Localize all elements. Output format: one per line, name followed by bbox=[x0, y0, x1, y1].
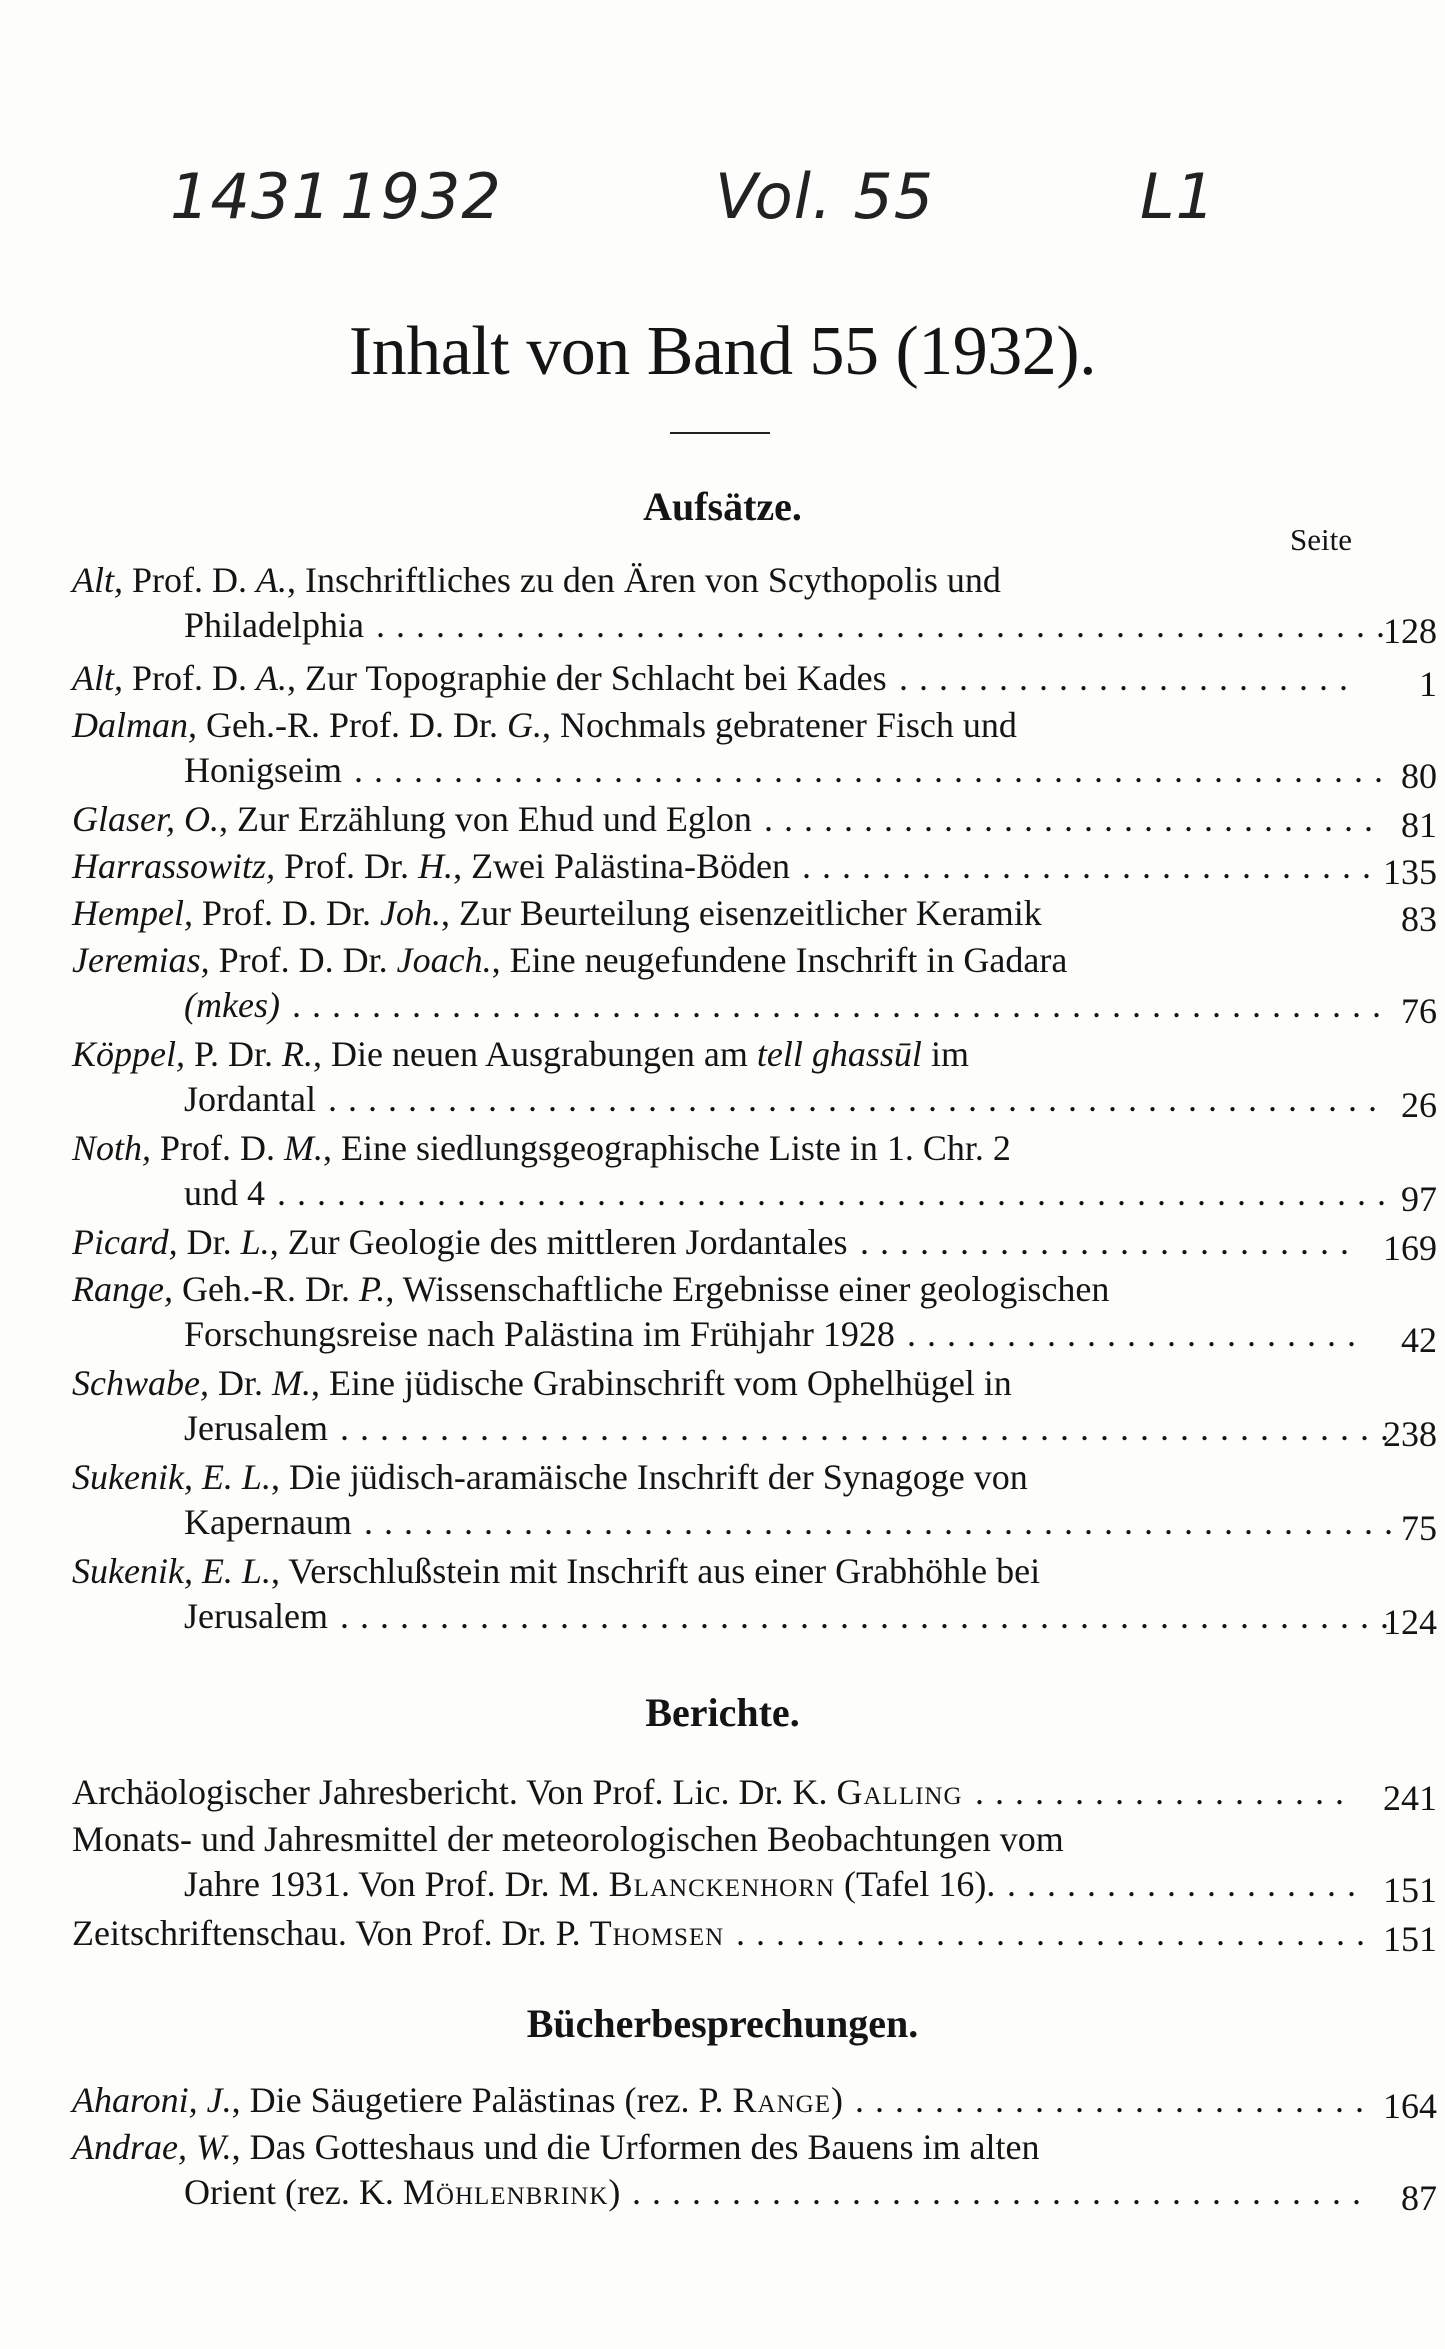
entry-page: 83 bbox=[1401, 899, 1437, 939]
entry-author: Alt, bbox=[72, 658, 123, 698]
entry-title: , Eine neugefundene Inschrift in Gadara bbox=[491, 940, 1068, 980]
entry-page: 241 bbox=[1383, 1778, 1437, 1818]
entry-author: Glaser, bbox=[72, 799, 176, 839]
entry-title: , Die Säugetiere Palästinas (rez. P. bbox=[231, 2080, 733, 2120]
entry-title: , Verschlußstein mit Inschrift aus einer Grabhöhle bei bbox=[270, 1551, 1041, 1591]
toc-entry: Alt, Prof. D. A., Inschriftliches zu den Ären von Scythopolis und Philadelphia ................................................... 128 bbox=[72, 558, 1372, 648]
entry-author: Thomsen bbox=[589, 1913, 725, 1953]
entry-page: 164 bbox=[1383, 2086, 1437, 2126]
toc-entry: Sukenik, E. L., Die jüdisch-aramäische Inschrift der Synagoge von Kapernaum .................................................... 75 bbox=[72, 1455, 1372, 1545]
entry-author: Sukenik, bbox=[72, 1551, 193, 1591]
entry-title: , Inschriftliches zu den Ären von Scythopolis und bbox=[287, 560, 1001, 600]
toc-entry: Archäologischer Jahresbericht. Von Prof. Lic. Dr. K. Galling ................... 241 bbox=[72, 1770, 1372, 1815]
entry-title: , Das Gotteshaus und die Urformen des Bauens im alten bbox=[231, 2127, 1040, 2167]
toc-entry: Glaser, O., Zur Erzählung von Ehud und Eglon ............................... 81 bbox=[72, 797, 1372, 842]
title-divider bbox=[670, 432, 770, 434]
toc-entry: Jeremias, Prof. D. Dr. Joach., Eine neugefundene Inschrift in Gadara (mkes) ....................................................... 76 bbox=[72, 938, 1372, 1028]
entry-author: Jeremias, bbox=[72, 940, 210, 980]
handwritten-volume: Vol. 55 bbox=[715, 160, 935, 233]
entry-title: Monats- und Jahresmittel der meteorologischen Beobachtungen vom bbox=[72, 1819, 1064, 1859]
toc-entry: Noth, Prof. D. M., Eine siedlungsgeographische Liste in 1. Chr. 2 und 4 ........................................................ 97 bbox=[72, 1126, 1372, 1216]
toc-entry: Harrassowitz, Prof. Dr. H., Zwei Palästina-Böden ............................. 135 bbox=[72, 844, 1372, 889]
entry-title: , Zur Geologie des mittleren Jordantales bbox=[269, 1222, 848, 1262]
section-heading-berichte: Berichte. bbox=[645, 1690, 800, 1735]
section-heading-aufsaetze: Aufsätze. bbox=[643, 484, 802, 529]
toc-entry: Zeitschriftenschau. Von Prof. Dr. P. Thomsen ................................ 151 bbox=[72, 1911, 1372, 1956]
entry-title: , Zur Topographie der Schlacht bei Kades bbox=[287, 658, 887, 698]
entry-page: 124 bbox=[1383, 1602, 1437, 1642]
entry-author: Schwabe, bbox=[72, 1363, 209, 1403]
entry-page: 42 bbox=[1401, 1320, 1437, 1360]
toc-entry: Range, Geh.-R. Dr. P., Wissenschaftliche Ergebnisse einer geologischen Forschungsreise nach Palästina im Frühjahr 1928 ....................... 42 bbox=[72, 1267, 1372, 1357]
entry-page: 169 bbox=[1383, 1228, 1437, 1268]
section-heading-buecher: Bücherbesprechungen. bbox=[526, 2001, 919, 2046]
page-title: Inhalt von Band 55 (1932). bbox=[348, 313, 1097, 390]
toc-entry: Monats- und Jahresmittel der meteorologischen Beobachtungen vom Jahre 1931. Von Prof. Dr. M. Blanckenhorn (Tafel 16). .................. 151 bbox=[72, 1817, 1372, 1907]
entry-author: Harrassowitz, bbox=[72, 846, 276, 886]
handwritten-year: 1932 bbox=[340, 160, 502, 233]
entry-title: , Die neuen Ausgrabungen am bbox=[313, 1034, 757, 1074]
entry-author: Picard, bbox=[72, 1222, 178, 1262]
entry-title: Archäologischer Jahresbericht. Von Prof. Lic. Dr. K. bbox=[72, 1772, 837, 1812]
entry-author: Sukenik, bbox=[72, 1457, 193, 1497]
entry-author: Range, bbox=[72, 1269, 173, 1309]
entry-title: , Zur Beurteilung eisenzeitlicher Keramik bbox=[440, 893, 1042, 933]
entry-author: Alt, bbox=[72, 560, 123, 600]
entry-title: , Zur Erzählung von Ehud und Eglon bbox=[219, 799, 752, 839]
handwritten-number: 1431 bbox=[170, 160, 332, 233]
entry-page: 238 bbox=[1383, 1414, 1437, 1454]
entry-author: Köppel, bbox=[72, 1034, 185, 1074]
entry-page: 87 bbox=[1401, 2178, 1437, 2218]
toc-entry: Sukenik, E. L., Verschlußstein mit Inschrift aus einer Grabhöhle bei Jerusalem ..................................................... 124 bbox=[72, 1549, 1372, 1639]
entry-author: Aharoni, bbox=[72, 2080, 198, 2120]
toc-entry: Hempel, Prof. D. Dr. Joh., Zur Beurteilung eisenzeitlicher Keramik 83 bbox=[72, 891, 1372, 936]
toc-entry: Andrae, W., Das Gotteshaus und die Urformen des Bauens im alten Orient (rez. K. Möhlenbrink) ..................................... 87 bbox=[72, 2125, 1372, 2215]
entry-title: , Eine jüdische Grabinschrift vom Ophelhügel in bbox=[310, 1363, 1012, 1403]
entry-author: Andrae, bbox=[72, 2127, 187, 2167]
entry-title: , Eine siedlungsgeographische Liste in 1. Chr. 2 bbox=[323, 1128, 1011, 1168]
entry-page: 80 bbox=[1401, 756, 1437, 796]
entry-page: 135 bbox=[1383, 852, 1437, 892]
entry-page: 26 bbox=[1401, 1085, 1437, 1125]
entry-page: 75 bbox=[1401, 1508, 1437, 1548]
toc-entry: Aharoni, J., Die Säugetiere Palästinas (rez. P. Range) .......................... 164 bbox=[72, 2078, 1372, 2123]
toc-entry: Picard, Dr. L., Zur Geologie des mittleren Jordantales ......................... 169 bbox=[72, 1220, 1372, 1265]
entry-title: Zeitschriftenschau. Von Prof. Dr. P. bbox=[72, 1913, 590, 1953]
handwritten-code: L1 bbox=[1140, 160, 1216, 233]
toc-entry: Köppel, P. Dr. R., Die neuen Ausgrabungen am tell ghassūl im Jordantal ..................................................... 26 bbox=[72, 1032, 1372, 1122]
entry-title: , Nochmals gebratener Fisch und bbox=[541, 705, 1017, 745]
toc-entry: Schwabe, Dr. M., Eine jüdische Grabinschrift vom Ophelhügel in Jerusalem ..................................................... 238 bbox=[72, 1361, 1372, 1451]
entry-page: 151 bbox=[1383, 1919, 1437, 1959]
entry-title: , Wissenschaftliche Ergebnisse einer geologischen bbox=[385, 1269, 1110, 1309]
entry-author: Galling bbox=[836, 1772, 963, 1812]
entry-page: 81 bbox=[1401, 805, 1437, 845]
toc-entry: Alt, Prof. D. A., Zur Topographie der Schlacht bei Kades ....................... 1 bbox=[72, 656, 1372, 701]
entry-author: Blanckenhorn bbox=[608, 1864, 835, 1904]
entry-author: Noth, bbox=[72, 1128, 152, 1168]
entry-page: 97 bbox=[1401, 1179, 1437, 1219]
entry-page: 76 bbox=[1401, 991, 1437, 1031]
toc-entry: Dalman, Geh.-R. Prof. D. Dr. G., Nochmals gebratener Fisch und Honigseim .................................................... 80 bbox=[72, 703, 1372, 793]
entry-author: Hempel, bbox=[72, 893, 193, 933]
entry-page: 151 bbox=[1383, 1870, 1437, 1910]
entry-title: , Zwei Palästina-Böden bbox=[453, 846, 790, 886]
entry-author: Dalman, bbox=[72, 705, 197, 745]
page-column-label: Seite bbox=[1290, 522, 1352, 557]
entry-page: 1 bbox=[1419, 664, 1437, 704]
entry-title: , Die jüdisch-aramäische Inschrift der Synagoge von bbox=[270, 1457, 1028, 1497]
entry-page: 128 bbox=[1383, 611, 1437, 651]
